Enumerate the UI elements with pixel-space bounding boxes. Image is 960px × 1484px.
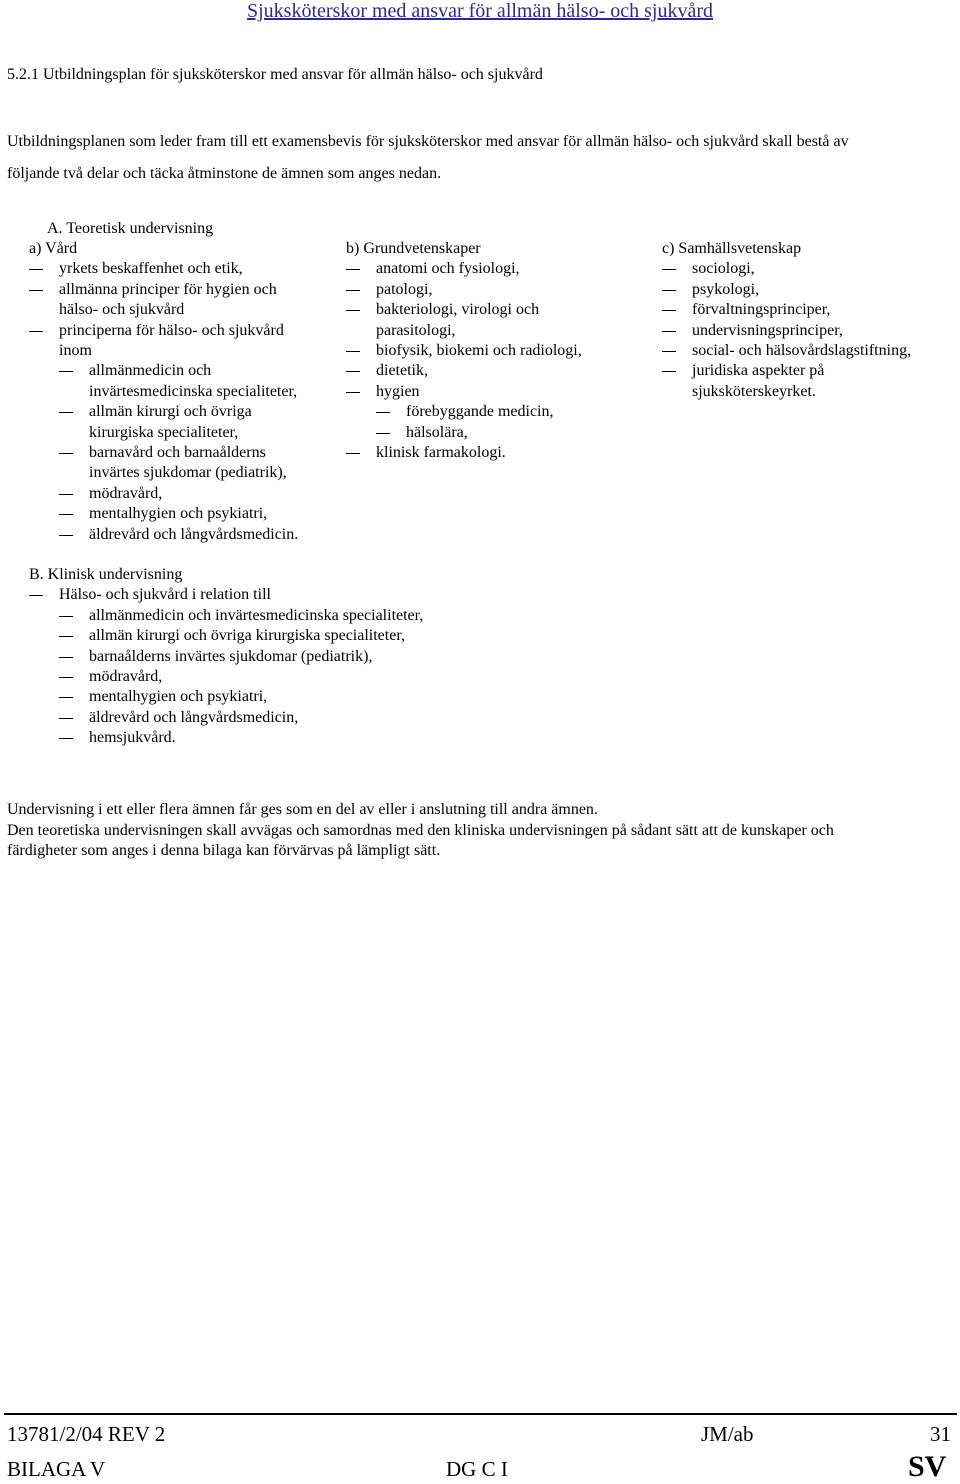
list-item (346, 361, 646, 381)
topic-list (29, 259, 344, 545)
list-item-line: mödravård, (89, 484, 163, 502)
list-item-line: mentalhygien och psykiatri, (89, 505, 268, 523)
list-item (29, 667, 929, 687)
list-item (29, 687, 929, 707)
list-item-line: barnavård och barnaålderns (89, 444, 266, 462)
list-item-line: allmänna principer för hygien och (59, 280, 277, 298)
list-item-line: klinisk farmakologi. (376, 444, 506, 462)
list-item-line: biofysik, biokemi och radiologi, (376, 342, 582, 360)
topic-list (662, 259, 952, 402)
list-item-line: dietetik, (376, 362, 428, 380)
list-item (29, 402, 344, 443)
list-item (29, 585, 929, 605)
list-item (662, 321, 952, 341)
footer-rule (4, 1413, 957, 1415)
note-line: Undervisning i ett eller flera ämnen får ges som en del av eller i anslutning till andra ämnen. (7, 801, 598, 818)
list-item (29, 443, 344, 484)
column-vard (29, 239, 344, 545)
list-item (29, 647, 929, 667)
column-title: b) Grundvetenskaper (346, 240, 481, 257)
list-item (29, 504, 344, 524)
list-item-line: anatomi och fysiologi, (376, 260, 520, 278)
list-item-line: psykologi, (692, 280, 760, 298)
intro-line: följande två delar och täcka åtminstone de ämnen som anges nedan. (7, 165, 442, 182)
list-item-line: förebyggande medicin, (406, 403, 554, 421)
note-line: färdigheter som anges i denna bilaga kan förvärvas på lämpligt sätt. (7, 842, 441, 860)
footer-dg: DG C I (446, 1457, 508, 1481)
list-item (29, 484, 344, 504)
list-item (29, 606, 929, 626)
closing-notes (7, 800, 952, 862)
list-item-line: äldrevård och långvårdsmedicin. (89, 525, 299, 543)
list-item-line: barnaålderns invärtes sjukdomar (pediatrik), (89, 647, 373, 665)
list-item (29, 280, 344, 321)
intro-line: Utbildningsplanen som leder fram till ett examensbevis för sjuksköterskor med ansvar för allmän hälso- och sjukvård skall bestå av (7, 133, 849, 150)
column-samhallsvetenskap (662, 239, 952, 402)
list-item-line: kirurgiska specialiteter, (89, 423, 239, 441)
footer-initials: JM/ab (701, 1422, 754, 1446)
topic-list (346, 259, 646, 463)
list-item (346, 402, 646, 422)
note-line: Den teoretiska undervisningen skall avvägas och samordnas med den kliniska undervisningen på sådant sätt att de kunskaper och (7, 821, 834, 839)
list-item-line: patologi, (376, 280, 433, 298)
part-a-heading: A. Teoretisk undervisning (47, 220, 214, 237)
list-item-line: allmänmedicin och invärtesmedicinska specialiteter, (89, 606, 424, 624)
list-item-line: invärtesmedicinska specialiteter, (89, 382, 298, 400)
list-item-line: social- och hälsovårdslagstiftning, (692, 342, 912, 360)
list-item (29, 728, 929, 748)
list-item (29, 626, 929, 646)
list-item (29, 708, 929, 728)
part-b (29, 565, 929, 749)
list-item (29, 361, 344, 402)
list-item-line: mentalhygien och psykiatri, (89, 688, 268, 706)
list-item (346, 341, 646, 361)
list-item-line: undervisningsprinciper, (692, 321, 843, 339)
list-item-line: hemsjukvård. (89, 729, 176, 747)
list-item-line: principerna för hälso- och sjukvård (59, 321, 284, 339)
list-item (662, 259, 952, 279)
list-item-line: invärtes sjukdomar (pediatrik), (89, 464, 287, 482)
clinical-list (29, 585, 929, 748)
list-item (662, 280, 952, 300)
list-item (29, 321, 344, 362)
list-item (346, 443, 646, 463)
section-heading: 5.2.1 Utbildningsplan för sjuksköterskor med ansvar för allmän hälso- och sjukvård (7, 66, 543, 83)
part-b-heading: B. Klinisk undervisning (29, 566, 183, 583)
footer-doc-ref: 13781/2/04 REV 2 (7, 1422, 166, 1446)
list-item (346, 280, 646, 300)
list-item-line: allmänmedicin och (89, 362, 212, 380)
list-item-line: hygien (376, 382, 420, 400)
running-header-title: Sjuksköterskor med ansvar för allmän hälso- och sjukvård (246, 0, 713, 22)
list-item (662, 361, 952, 402)
list-item-line: parasitologi, (376, 321, 456, 339)
list-item (662, 341, 952, 361)
footer-page-number: 31 (930, 1422, 951, 1446)
column-title: c) Samhällsvetenskap (662, 240, 802, 257)
list-item (346, 382, 646, 402)
footer-annex: BILAGA V (7, 1457, 106, 1481)
list-item-line: förvaltningsprinciper, (692, 301, 831, 319)
list-item-line: hälsolära, (406, 423, 468, 441)
list-item-line: äldrevård och långvårdsmedicin, (89, 708, 299, 726)
list-item-line: sjuksköterskeyrket. (692, 382, 816, 400)
list-item-line: allmän kirurgi och övriga (89, 403, 252, 421)
list-item-line: juridiska aspekter på (692, 362, 825, 380)
list-item (346, 300, 646, 341)
list-item-line: hälso- och sjukvård (59, 301, 185, 319)
list-item-line: yrkets beskaffenhet och etik, (59, 260, 243, 278)
list-item-line: bakteriologi, virologi och (376, 301, 540, 319)
list-item (29, 525, 344, 545)
list-item (29, 259, 344, 279)
column-title: a) Vård (29, 240, 78, 257)
list-item (346, 259, 646, 279)
list-item-line: mödravård, (89, 668, 163, 686)
list-item-line: allmän kirurgi och övriga kirurgiska specialiteter, (89, 627, 406, 645)
list-item-line: sociologi, (692, 260, 755, 278)
list-item (346, 423, 646, 443)
footer-language: SV (908, 1450, 947, 1483)
column-grundvetenskaper (346, 239, 646, 463)
list-item-line: inom (59, 342, 92, 360)
list-item (662, 300, 952, 320)
list-item-line: Hälso- och sjukvård i relation till (59, 586, 271, 604)
intro-paragraph (7, 126, 952, 190)
